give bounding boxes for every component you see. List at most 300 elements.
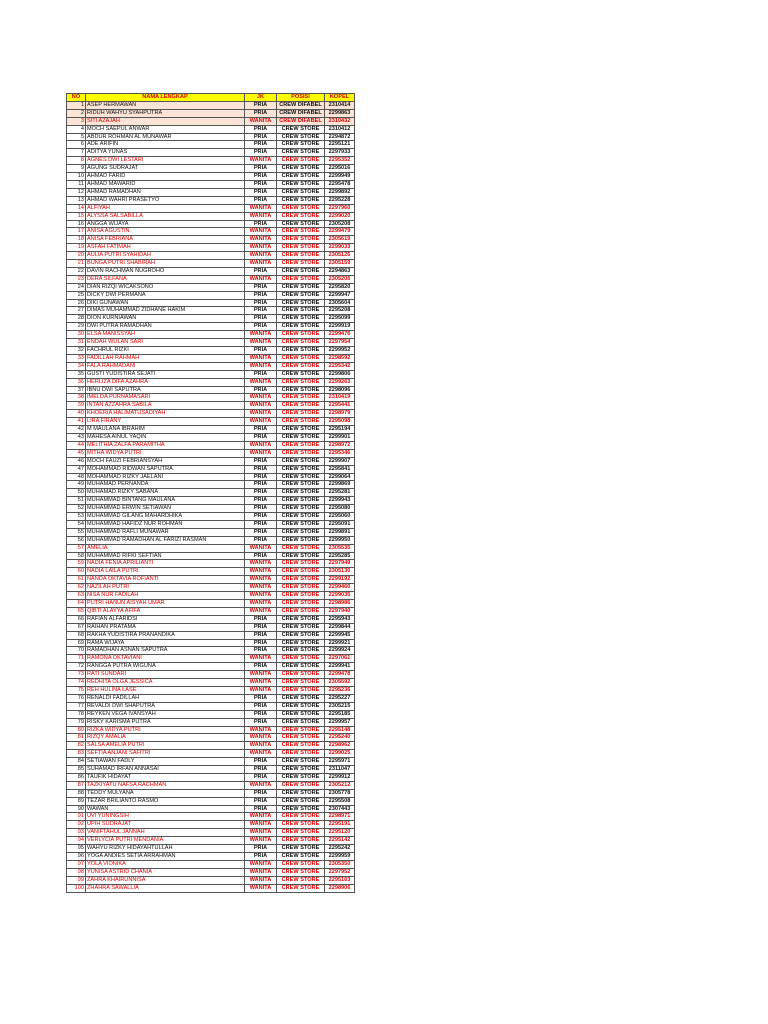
table-row — [67, 528, 355, 536]
row-no-cell: 93 — [67, 829, 86, 837]
row-name-cell: ALFIYAH — [86, 204, 245, 212]
row-no-cell: 51 — [67, 497, 86, 505]
table-row — [67, 623, 355, 631]
row-gender-cell: WANITA — [245, 726, 277, 734]
row-gender-cell: PRIA — [245, 853, 277, 861]
row-position-cell: CREW STORE — [277, 331, 325, 339]
row-kopel-cell: 2294872 — [325, 133, 355, 141]
row-gender-cell: PRIA — [245, 180, 277, 188]
row-name-cell: TEZAR BRILIANTO RASMO — [86, 797, 245, 805]
row-kopel-cell: 2297949 — [325, 560, 355, 568]
row-gender-cell: WANITA — [245, 829, 277, 837]
row-kopel-cell: 2305212 — [325, 781, 355, 789]
row-name-cell: SETIAWAN FADLY — [86, 758, 245, 766]
row-name-cell: ENDAH WULAN SARI — [86, 339, 245, 347]
row-no-cell: 13 — [67, 196, 86, 204]
row-position-cell: CREW STORE — [277, 497, 325, 505]
table-row — [67, 426, 355, 434]
row-kopel-cell: 2295441 — [325, 402, 355, 410]
row-gender-cell: PRIA — [245, 299, 277, 307]
table-row — [67, 378, 355, 386]
row-no-cell: 91 — [67, 813, 86, 821]
row-no-cell: 19 — [67, 244, 86, 252]
row-name-cell: AHMAD WAHRI PRASETYO — [86, 196, 245, 204]
row-kopel-cell: 2307443 — [325, 805, 355, 813]
row-no-cell: 39 — [67, 402, 86, 410]
table-row — [67, 702, 355, 710]
row-name-cell: TEDDY MULYANA — [86, 789, 245, 797]
row-gender-cell: WANITA — [245, 402, 277, 410]
row-no-cell: 1 — [67, 101, 86, 109]
row-name-cell: AULIA PUTRI SYAHIDAH — [86, 252, 245, 260]
row-position-cell: CREW STORE — [277, 758, 325, 766]
row-kopel-cell: 2295194 — [325, 426, 355, 434]
row-position-cell: CREW STORE — [277, 884, 325, 892]
table-row — [67, 797, 355, 805]
crew-roster-table — [66, 93, 355, 893]
row-kopel-cell: 2299025 — [325, 750, 355, 758]
table-row — [67, 125, 355, 133]
row-gender-cell: PRIA — [245, 481, 277, 489]
row-kopel-cell: 2295228 — [325, 196, 355, 204]
row-gender-cell: WANITA — [245, 750, 277, 758]
table-row — [67, 884, 355, 892]
row-no-cell: 47 — [67, 465, 86, 473]
row-position-cell: CREW STORE — [277, 513, 325, 521]
row-no-cell: 99 — [67, 876, 86, 884]
row-no-cell: 67 — [67, 623, 86, 631]
row-kopel-cell: 2297933 — [325, 149, 355, 157]
row-no-cell: 75 — [67, 686, 86, 694]
row-gender-cell: WANITA — [245, 584, 277, 592]
table-row — [67, 718, 355, 726]
row-kopel-cell: 2299921 — [325, 639, 355, 647]
row-kopel-cell: 2299869 — [325, 481, 355, 489]
row-name-cell: MUHAMMAD GILANG MAHARDHIKA — [86, 513, 245, 521]
table-row — [67, 560, 355, 568]
row-kopel-cell: 2295478 — [325, 180, 355, 188]
row-name-cell: AGUNG SUDRAJAT — [86, 165, 245, 173]
row-position-cell: CREW STORE — [277, 339, 325, 347]
row-gender-cell: PRIA — [245, 766, 277, 774]
row-name-cell: YOGA ANDIES SETIA ARRAHMAN — [86, 853, 245, 861]
row-position-cell: CREW STORE — [277, 173, 325, 181]
row-kopel-cell: 2305619 — [325, 236, 355, 244]
table-row — [67, 117, 355, 125]
row-gender-cell: PRIA — [245, 220, 277, 228]
row-name-cell: NANDA OKTAVIA ROFIANTI — [86, 576, 245, 584]
row-gender-cell: WANITA — [245, 568, 277, 576]
table-row — [67, 307, 355, 315]
row-kopel-cell: 2295281 — [325, 489, 355, 497]
row-no-cell: 77 — [67, 702, 86, 710]
row-no-cell: 60 — [67, 568, 86, 576]
row-name-cell: DWI PUTRA RAMADHAN — [86, 323, 245, 331]
row-gender-cell: WANITA — [245, 212, 277, 220]
row-kopel-cell: 2305350 — [325, 860, 355, 868]
table-row — [67, 196, 355, 204]
table-row — [67, 157, 355, 165]
row-position-cell: CREW STORE — [277, 260, 325, 268]
row-gender-cell: PRIA — [245, 267, 277, 275]
row-gender-cell: PRIA — [245, 426, 277, 434]
table-row — [67, 868, 355, 876]
row-gender-cell: PRIA — [245, 347, 277, 355]
row-gender-cell: PRIA — [245, 536, 277, 544]
row-position-cell: CREW STORE — [277, 837, 325, 845]
row-name-cell: FALA RAHMADANI — [86, 362, 245, 370]
row-gender-cell: WANITA — [245, 441, 277, 449]
row-position-cell: CREW STORE — [277, 386, 325, 394]
row-gender-cell: PRIA — [245, 165, 277, 173]
row-gender-cell: WANITA — [245, 394, 277, 402]
row-gender-cell: PRIA — [245, 702, 277, 710]
table-row — [67, 845, 355, 853]
table-row — [67, 576, 355, 584]
row-position-cell: CREW STORE — [277, 647, 325, 655]
table-row — [67, 647, 355, 655]
row-position-cell: CREW STORE — [277, 576, 325, 584]
row-kopel-cell: 2295191 — [325, 821, 355, 829]
row-gender-cell: WANITA — [245, 354, 277, 362]
row-no-cell: 10 — [67, 173, 86, 181]
row-no-cell: 58 — [67, 552, 86, 560]
row-no-cell: 36 — [67, 378, 86, 386]
row-kopel-cell: 2298962 — [325, 742, 355, 750]
row-name-cell: UVI YUNINGSIH — [86, 813, 245, 821]
row-name-cell: AGNES DWI LESTARI — [86, 157, 245, 165]
row-position-cell: CREW STORE — [277, 805, 325, 813]
row-kopel-cell: 2299924 — [325, 647, 355, 655]
row-name-cell: VERLYCIA PUTRI MENDANIA — [86, 837, 245, 845]
row-name-cell: MOHAMMAD RIDWAN SAPUTRA — [86, 465, 245, 473]
row-kopel-cell: 2295841 — [325, 465, 355, 473]
row-kopel-cell: 2298592 — [325, 354, 355, 362]
row-kopel-cell: 2305215 — [325, 702, 355, 710]
row-position-cell: CREW DIFABEL — [277, 117, 325, 125]
row-name-cell: ANISA AGUSTIN — [86, 228, 245, 236]
table-row — [67, 489, 355, 497]
table-row — [67, 568, 355, 576]
row-no-cell: 42 — [67, 426, 86, 434]
row-name-cell: MUHAMMAD RIFKI SEFTIAN — [86, 552, 245, 560]
row-no-cell: 4 — [67, 125, 86, 133]
row-position-cell: CREW STORE — [277, 552, 325, 560]
row-name-cell: RATI SUNDARI — [86, 671, 245, 679]
table-row — [67, 639, 355, 647]
row-gender-cell: PRIA — [245, 133, 277, 141]
row-kopel-cell: 2295121 — [325, 141, 355, 149]
row-kopel-cell: 2299844 — [325, 623, 355, 631]
row-gender-cell: WANITA — [245, 275, 277, 283]
row-position-cell: CREW STORE — [277, 528, 325, 536]
table-row — [67, 750, 355, 758]
row-no-cell: 85 — [67, 766, 86, 774]
row-gender-cell: PRIA — [245, 307, 277, 315]
row-no-cell: 64 — [67, 600, 86, 608]
row-kopel-cell: 2299479 — [325, 228, 355, 236]
table-row — [67, 315, 355, 323]
row-name-cell: RAMONA OKTAVIANI — [86, 655, 245, 663]
row-no-cell: 92 — [67, 821, 86, 829]
row-gender-cell: PRIA — [245, 465, 277, 473]
row-no-cell: 33 — [67, 354, 86, 362]
row-position-cell: CREW STORE — [277, 291, 325, 299]
table-row — [67, 584, 355, 592]
table-row — [67, 141, 355, 149]
row-position-cell: CREW STORE — [277, 473, 325, 481]
row-gender-cell: PRIA — [245, 283, 277, 291]
row-name-cell: ZHAHRA SAWALLIA — [86, 884, 245, 892]
row-no-cell: 46 — [67, 457, 86, 465]
row-position-cell: CREW STORE — [277, 584, 325, 592]
table-row — [67, 465, 355, 473]
row-gender-cell: WANITA — [245, 671, 277, 679]
row-gender-cell: WANITA — [245, 686, 277, 694]
row-no-cell: 82 — [67, 742, 86, 750]
row-kopel-cell: 2295943 — [325, 615, 355, 623]
table-row — [67, 418, 355, 426]
row-no-cell: 12 — [67, 188, 86, 196]
row-kopel-cell: 2295060 — [325, 513, 355, 521]
row-position-cell: CREW STORE — [277, 600, 325, 608]
table-row — [67, 813, 355, 821]
row-name-cell: MAHESA AINUL YAQIN — [86, 433, 245, 441]
row-name-cell: YUNISA ASTRID CHANIA — [86, 868, 245, 876]
table-row — [67, 370, 355, 378]
table-row — [67, 449, 355, 457]
row-no-cell: 69 — [67, 639, 86, 647]
row-gender-cell: WANITA — [245, 331, 277, 339]
row-kopel-cell: 2299891 — [325, 528, 355, 536]
table-row — [67, 766, 355, 774]
row-position-cell: CREW STORE — [277, 133, 325, 141]
row-gender-cell: PRIA — [245, 631, 277, 639]
row-name-cell: MUHAMMAD HAFIDZ NUR ROHMAN — [86, 520, 245, 528]
row-kopel-cell: 2310432 — [325, 117, 355, 125]
row-position-cell: CREW STORE — [277, 544, 325, 552]
row-gender-cell: PRIA — [245, 386, 277, 394]
row-gender-cell: PRIA — [245, 101, 277, 109]
row-position-cell: CREW STORE — [277, 188, 325, 196]
row-gender-cell: WANITA — [245, 592, 277, 600]
row-gender-cell: WANITA — [245, 813, 277, 821]
table-row — [67, 789, 355, 797]
row-gender-cell: WANITA — [245, 560, 277, 568]
row-name-cell: AHMAD FARID — [86, 173, 245, 181]
row-no-cell: 16 — [67, 220, 86, 228]
row-gender-cell: WANITA — [245, 252, 277, 260]
row-no-cell: 27 — [67, 307, 86, 315]
row-name-cell: REVALDI DWI SHAPUTRA — [86, 702, 245, 710]
row-name-cell: REYKEN VEGA IVANSYAH — [86, 710, 245, 718]
table-row — [67, 860, 355, 868]
row-position-cell: CREW STORE — [277, 520, 325, 528]
table-row — [67, 536, 355, 544]
row-gender-cell: PRIA — [245, 797, 277, 805]
row-name-cell: MITHA WIDYA PUTRI — [86, 449, 245, 457]
row-no-cell: 34 — [67, 362, 86, 370]
row-gender-cell: PRIA — [245, 473, 277, 481]
row-position-cell: CREW STORE — [277, 860, 325, 868]
row-name-cell: FACHRUL RIZKI — [86, 347, 245, 355]
table-row — [67, 805, 355, 813]
row-gender-cell: PRIA — [245, 323, 277, 331]
row-gender-cell: PRIA — [245, 647, 277, 655]
row-no-cell: 97 — [67, 860, 86, 868]
row-position-cell: CREW DIFABEL — [277, 101, 325, 109]
row-position-cell: CREW STORE — [277, 252, 325, 260]
row-position-cell: CREW STORE — [277, 236, 325, 244]
table-row — [67, 655, 355, 663]
header-gender: JK — [245, 94, 277, 102]
row-name-cell: SALSA AMELIA PUTRI — [86, 742, 245, 750]
row-name-cell: HERLIZA DIFA AZAHRA — [86, 378, 245, 386]
row-position-cell: CREW STORE — [277, 607, 325, 615]
table-row — [67, 607, 355, 615]
row-no-cell: 14 — [67, 204, 86, 212]
row-name-cell: QIBTI ALAYYA AFIFA — [86, 607, 245, 615]
row-name-cell: TAUFIK HIDAYAT — [86, 773, 245, 781]
row-kopel-cell: 2297954 — [325, 339, 355, 347]
row-no-cell: 65 — [67, 607, 86, 615]
table-row — [67, 133, 355, 141]
row-gender-cell: PRIA — [245, 188, 277, 196]
table-row — [67, 552, 355, 560]
table-row — [67, 631, 355, 639]
row-no-cell: 45 — [67, 449, 86, 457]
row-name-cell: DIKI GUNAWAN — [86, 299, 245, 307]
table-row — [67, 497, 355, 505]
row-no-cell: 72 — [67, 663, 86, 671]
row-no-cell: 29 — [67, 323, 86, 331]
table-row — [67, 244, 355, 252]
row-gender-cell: WANITA — [245, 362, 277, 370]
row-gender-cell: WANITA — [245, 876, 277, 884]
row-no-cell: 55 — [67, 528, 86, 536]
row-kopel-cell: 2299945 — [325, 631, 355, 639]
row-gender-cell: PRIA — [245, 615, 277, 623]
row-no-cell: 56 — [67, 536, 86, 544]
row-kopel-cell: 2299950 — [325, 536, 355, 544]
row-gender-cell: WANITA — [245, 576, 277, 584]
row-no-cell: 76 — [67, 694, 86, 702]
table-row — [67, 173, 355, 181]
row-kopel-cell: 2305208 — [325, 220, 355, 228]
table-row — [67, 686, 355, 694]
row-position-cell: CREW STORE — [277, 686, 325, 694]
row-name-cell: ZAHRA KHAIRUNNISA — [86, 876, 245, 884]
row-position-cell: CREW STORE — [277, 781, 325, 789]
row-name-cell: SUHAMAD IRFAN ANNASAI — [86, 766, 245, 774]
row-position-cell: CREW STORE — [277, 750, 325, 758]
row-kopel-cell: 2299949 — [325, 173, 355, 181]
table-row — [67, 402, 355, 410]
row-no-cell: 96 — [67, 853, 86, 861]
row-no-cell: 44 — [67, 441, 86, 449]
row-no-cell: 57 — [67, 544, 86, 552]
row-kopel-cell: 2298096 — [325, 386, 355, 394]
row-position-cell: CREW STORE — [277, 726, 325, 734]
row-kopel-cell: 2299263 — [325, 378, 355, 386]
row-position-cell: CREW STORE — [277, 868, 325, 876]
row-gender-cell: PRIA — [245, 457, 277, 465]
row-kopel-cell: 2299064 — [325, 473, 355, 481]
row-no-cell: 90 — [67, 805, 86, 813]
row-no-cell: 3 — [67, 117, 86, 125]
row-no-cell: 84 — [67, 758, 86, 766]
row-position-cell: CREW STORE — [277, 845, 325, 853]
table-row — [67, 339, 355, 347]
table-row — [67, 386, 355, 394]
row-position-cell: CREW STORE — [277, 149, 325, 157]
row-no-cell: 70 — [67, 647, 86, 655]
row-no-cell: 54 — [67, 520, 86, 528]
row-gender-cell: WANITA — [245, 378, 277, 386]
row-kopel-cell: 2295820 — [325, 283, 355, 291]
row-kopel-cell: 2299919 — [325, 323, 355, 331]
row-no-cell: 38 — [67, 394, 86, 402]
row-position-cell: CREW STORE — [277, 734, 325, 742]
row-name-cell: MELITHIA ZALFA PARAMITHA — [86, 441, 245, 449]
row-name-cell: FADILLAH RAHMAH — [86, 354, 245, 362]
row-kopel-cell: 2297940 — [325, 607, 355, 615]
table-row — [67, 694, 355, 702]
row-name-cell: ASEP HERMAWAN — [86, 101, 245, 109]
table-row — [67, 220, 355, 228]
row-gender-cell: PRIA — [245, 805, 277, 813]
row-no-cell: 66 — [67, 615, 86, 623]
row-position-cell: CREW STORE — [277, 718, 325, 726]
row-position-cell: CREW STORE — [277, 797, 325, 805]
row-no-cell: 100 — [67, 884, 86, 892]
row-position-cell: CREW STORE — [277, 671, 325, 679]
row-gender-cell: PRIA — [245, 291, 277, 299]
row-kopel-cell: 2299806 — [325, 370, 355, 378]
table-row — [67, 331, 355, 339]
row-gender-cell: PRIA — [245, 528, 277, 536]
row-kopel-cell: 2297061 — [325, 655, 355, 663]
table-row — [67, 773, 355, 781]
row-kopel-cell: 2299912 — [325, 773, 355, 781]
row-kopel-cell: 2295091 — [325, 520, 355, 528]
row-kopel-cell: 2299192 — [325, 576, 355, 584]
table-row — [67, 291, 355, 299]
row-no-cell: 11 — [67, 180, 86, 188]
row-kopel-cell: 2299478 — [325, 671, 355, 679]
table-row — [67, 758, 355, 766]
row-position-cell: CREW STORE — [277, 821, 325, 829]
row-position-cell: CREW STORE — [277, 568, 325, 576]
table-row — [67, 260, 355, 268]
row-kopel-cell: 2298971 — [325, 813, 355, 821]
row-name-cell: NADIA FENIA APRILIANTI — [86, 560, 245, 568]
table-row — [67, 853, 355, 861]
row-name-cell: RANGGA PUTRA WIGUNA — [86, 663, 245, 671]
row-gender-cell: WANITA — [245, 117, 277, 125]
row-kopel-cell: 2305159 — [325, 260, 355, 268]
table-row — [67, 180, 355, 188]
row-position-cell: CREW STORE — [277, 623, 325, 631]
row-kopel-cell: 2305126 — [325, 252, 355, 260]
row-gender-cell: PRIA — [245, 505, 277, 513]
table-row — [67, 212, 355, 220]
table-row — [67, 441, 355, 449]
table-row — [67, 829, 355, 837]
row-position-cell: CREW STORE — [277, 592, 325, 600]
table-row — [67, 101, 355, 109]
row-no-cell: 43 — [67, 433, 86, 441]
